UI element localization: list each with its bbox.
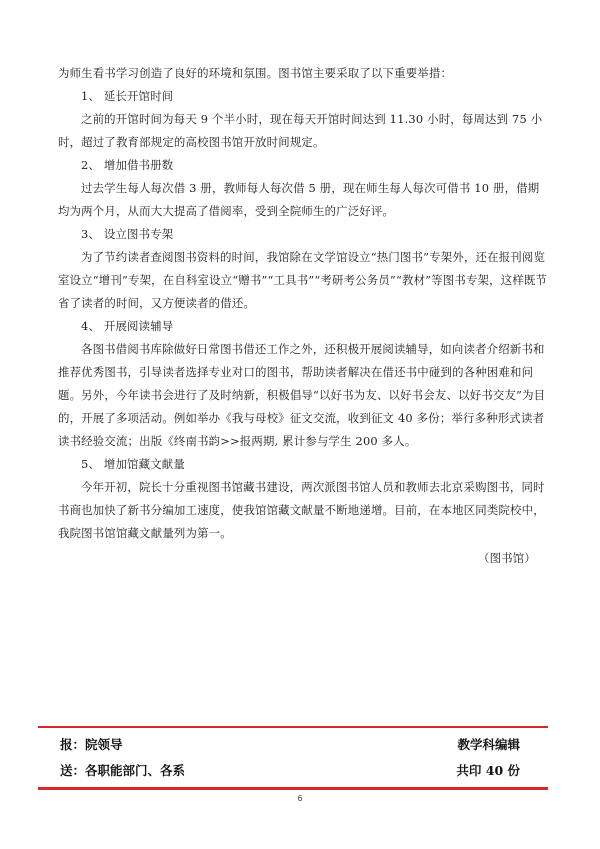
section-3-text: 为了节约读者查阅图书资料的时间，我馆除在文学馆设立“热门图书”专架外，还在报刊阅览室设立“增刊”专架，在自科室设立“赠书”“工具书”“考研考公务员”“教材”等图书专架，这样既节省了读者的时间，又方便读者的借还。 [58, 250, 548, 310]
footer-top-rule [38, 726, 548, 728]
intro-paragraph: 为师生看书学习创造了良好的环境和氛围。图书馆主要采取了以下重要举措： [58, 66, 453, 80]
section-5-heading: 5、 增加馆藏文献量 [81, 457, 185, 471]
section-1-heading: 1、 延长开馆时间 [81, 89, 174, 103]
copies-label: 共印 40 份 [456, 763, 520, 778]
document-body [58, 62, 550, 570]
section-2-text: 过去学生每人每次借 3 册，教师每人每次借 5 册，现在师生每人每次可借书 10 册，借期均为两个月，从而大大提高了借阅率，受到全院师生的广泛好评。 [58, 181, 540, 218]
footer-row-send [60, 761, 520, 779]
section-4-text: 各图书借阅书库除做好日常图书借还工作之外，还积极开展阅读辅导，如向读者介绍新书和推荐优秀图书，引导读者选择专业对口的图书，帮助读者解决在借还书中碰到的各种困难和问题。另外，今年读书会进行了及时纳新，积极倡导“以好书为友、以好书会友、以好书交友”为目的，开展了多项活动。例如举办《我与母校》征文交流，收到征文 40 多份；举行多种形式读者读书经验交流；出版《终南书韵>>报两期, 累计参与学生 200 多人。 [58, 342, 546, 448]
footer-row-report [60, 735, 520, 753]
section-2-heading: 2、 增加借书册数 [81, 158, 174, 172]
page-number: 6 [297, 794, 303, 803]
section-5-text: 今年开初，院长十分重视图书馆藏书建设，两次派图书馆人员和教师去北京采购图书，同时书商也加快了新书分编加工速度，使我馆馆藏文献量不断地递增。目前，在本地区同类院校中，我院图书馆馆藏文献量列为第一。 [58, 480, 545, 540]
footer-bottom-rule [38, 787, 548, 790]
section-4-heading: 4、 开展阅读辅导 [81, 319, 174, 333]
editor-label: 教学科编辑 [457, 737, 520, 752]
report-to-label: 报：院领导 [60, 737, 123, 752]
section-1-text: 之前的开馆时间为每天 9 个半小时，现在每天开馆时间达到 11.30 小时，每周达到 75 小时，超过了教育部规定的高校图书馆开放时间规定。 [58, 112, 543, 149]
send-to-label: 送：各职能部门、各系 [60, 763, 186, 778]
section-3-heading: 3、 设立图书专架 [81, 227, 174, 241]
signature: （图书馆） [478, 551, 536, 565]
